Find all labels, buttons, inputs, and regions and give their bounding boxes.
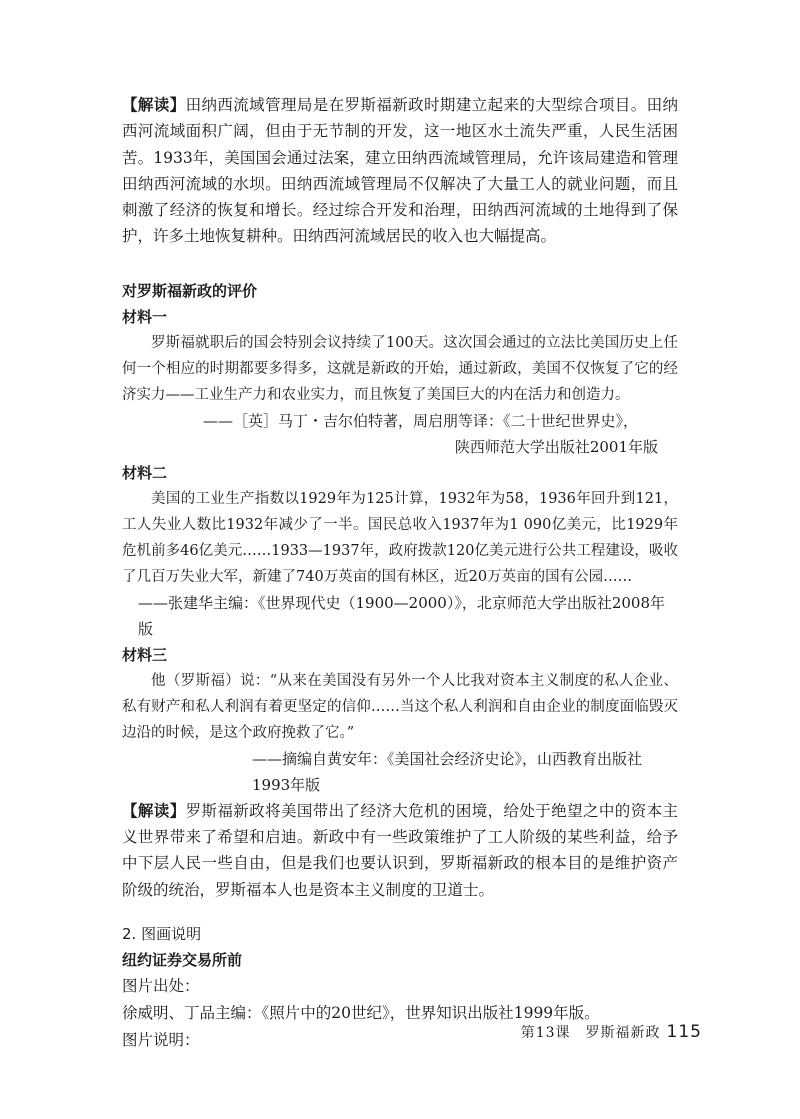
picture-source-label: 图片出处：: [122, 976, 200, 995]
interpretation-marker: 【解读】: [122, 95, 186, 114]
page-number: 115: [666, 1022, 702, 1042]
picture-source-text: 徐威明、丁品主编：《照片中的20世纪》，世界知识出版社1999年版。: [122, 1003, 600, 1022]
material-1-source-line-1: ——［英］马丁・吉尔伯特著，周启朋等译：《二十世纪世界史》，: [202, 411, 638, 430]
interpretation-paragraph-tva: [122, 92, 678, 250]
material-1-source-line-2: 陕西师范大学出版社2001年版: [454, 437, 658, 456]
interpretation-text: 田纳西流域管理局是在罗斯福新政时期建立起来的大型综合项目。田纳西河流域面积广阔，但由于无节制的开发，这一地区水土流失严重，人民生活困苦。1933年，美国国会通过法案，建立田纳西流域管理局，允许该局建造和管理田纳西河流域的水坝。田纳西流域管理局不仅解决了大量工人的就业问题，而且刺激了经济的恢复和增长。经过综合开发和治理，田纳西河流域的土地得到了保护，许多土地恢复耕种。田纳西河流域居民的收入也大幅提高。: [122, 96, 678, 246]
picture-description-label: 图片说明：: [122, 1030, 200, 1049]
section-title-picture-notes: 2. 图画说明: [122, 924, 202, 943]
section-title-evaluation: 对罗斯福新政的评价: [122, 281, 258, 300]
page-footer: [521, 1022, 702, 1042]
interpretation-marker: 【解读】: [122, 800, 186, 820]
material-3-quote: 他（罗斯福）说：“从来在美国没有另外一个人比我对资本主义制度的私人企业、私有财产和私人利润有着更坚定的信仰……当这个私人利润和自由企业的制度面临毁灭边沿的时候，是这个政府挽救了它。”: [122, 672, 678, 741]
interpretation-paragraph-evaluation: [122, 798, 678, 903]
material-1-label: 材料一: [122, 307, 168, 326]
picture-title: 纽约证券交易所前: [122, 950, 243, 969]
material-1-quote: 罗斯福就职后的国会特别会议持续了100天。这次国会通过的立法比美国历史上任何一个相应的时期都要多得多，这就是新政的开始，通过新政，美国不仅恢复了它的经济实力——工业生产力和农业实力，而且恢复了美国巨大的内在活力和创造力。: [122, 334, 678, 403]
page-content: [122, 92, 678, 1054]
lesson-title: 第13课 罗斯福新政: [520, 1025, 661, 1041]
material-2-label: 材料二: [122, 463, 168, 482]
material-2-quote: 美国的工业生产指数以1929年为125计算，1932年为58，1936年回升到121，工人失业人数比1932年减少了一半。国民总收入1937年为1 090亿美元，比1929年危机前多46亿美元……1933—1937年，政府拨款120亿美元进行公共工程建设，吸收了几百万失业大军，新建了740万英亩的国有林区，近20万英亩的国有公园……: [122, 490, 678, 585]
material-3-label: 材料三: [122, 645, 168, 664]
material-3-source: ——摘编自黄安年：《美国社会经济史论》，山西教育出版社1993年版: [252, 749, 643, 794]
material-2-source: ——张建华主编：《世界现代史（1900—2000）》，北京师范大学出版社2008年版: [138, 593, 666, 638]
interpretation-text: 罗斯福新政将美国带出了经济大危机的困境，给处于绝望之中的资本主义世界带来了希望和启迪。新政中有一些政策维护了工人阶级的某些利益，给予中下层人民一些自由，但是我们也要认识到，罗斯福新政的根本目的是维护资产阶级的统治，罗斯福本人也是资本主义制度的卫道士。: [122, 801, 678, 899]
